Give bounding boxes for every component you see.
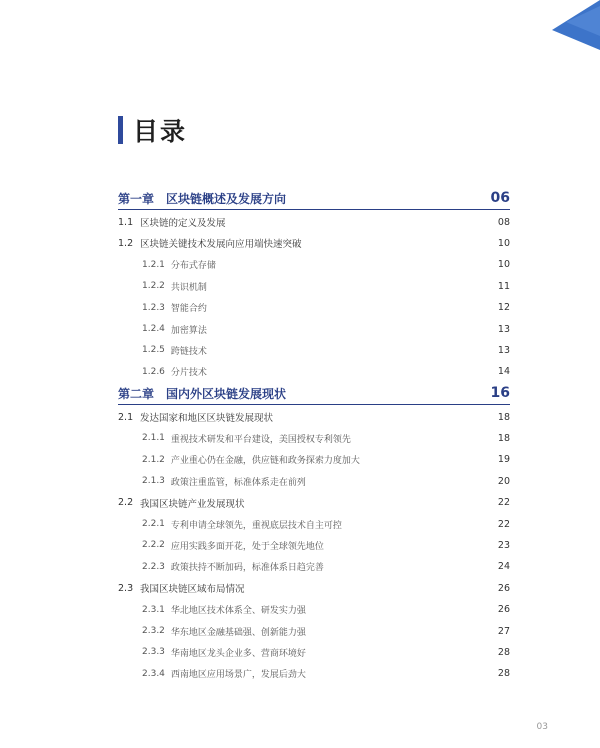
entry-page: 10: [497, 237, 510, 249]
entry-title: 专利申请全球领先，重视底层技术自主可控: [170, 520, 342, 531]
entry-page: 12: [497, 302, 510, 314]
entry-title: 应用实践多面开花，处于全球领先地位: [170, 541, 324, 552]
entry-title: 重视技术研发和平台建设，美国授权专利领先: [170, 434, 351, 445]
toc-subsection-row[interactable]: [142, 255, 510, 275]
entry-number: 2.1.1: [142, 433, 165, 444]
entry-title: 我国区块链区域布局情况: [140, 584, 245, 596]
toc-chapter-row[interactable]: [118, 188, 510, 208]
entry-page: 28: [497, 668, 510, 680]
toc-subsection-row[interactable]: [142, 664, 510, 684]
chapter-title: 区块链概述及发展方向: [166, 191, 287, 206]
toc-subsection-row[interactable]: [142, 600, 510, 620]
entry-title: 区块链的定义及发展: [140, 218, 226, 229]
entry-title: 政策注重监管，标准体系走在前列: [170, 477, 306, 488]
entry-number: 1.2.3: [142, 302, 165, 313]
page-number: 03: [536, 722, 548, 732]
toc-subsection-row[interactable]: [142, 362, 510, 382]
entry-page: 28: [497, 646, 510, 658]
entry-number: 2.3.3: [142, 647, 165, 658]
entry-page: 13: [497, 344, 510, 356]
toc-subsection-row[interactable]: [142, 428, 510, 448]
chapter-number: 第二章: [118, 386, 155, 401]
entry-page: 26: [497, 604, 510, 616]
entry-page: 22: [497, 518, 510, 530]
entry-page: 26: [497, 582, 510, 594]
entry-number: 2.2.3: [142, 561, 165, 572]
entry-page: 20: [497, 475, 510, 487]
entry-number: 2.1: [118, 411, 134, 423]
entry-number: 2.2.2: [142, 540, 165, 551]
entry-number: 2.3: [118, 582, 134, 594]
chapter-divider: [118, 404, 510, 405]
entry-page: 22: [497, 497, 510, 509]
entry-title: 产业重心仍在金融，供应链和政务探索力度加大: [170, 456, 360, 467]
entry-page: 23: [497, 539, 510, 551]
entry-title: 华北地区技术体系全、研发实力强: [170, 606, 306, 617]
chapter-number: 第一章: [118, 191, 155, 206]
entry-title: 共识机制: [170, 282, 207, 293]
toc-subsection-row[interactable]: [142, 298, 510, 318]
entry-title: 区块链关键技术发展向应用端快速突破: [140, 239, 302, 251]
entry-title: 智能合约: [170, 304, 207, 315]
toc-section-row[interactable]: [118, 493, 510, 513]
toc-subsection-row[interactable]: [142, 557, 510, 577]
entry-title: 跨链技术: [170, 346, 207, 357]
entry-page: 11: [497, 280, 510, 292]
toc-section-row[interactable]: [118, 407, 510, 427]
chapter-divider: [118, 209, 510, 210]
entry-number: 1.2.2: [142, 281, 165, 292]
entry-number: 1.2.5: [142, 345, 165, 356]
chapter-page: 06: [490, 190, 510, 206]
entry-page: 13: [497, 323, 510, 335]
entry-page: 18: [497, 411, 510, 423]
entry-title: 发达国家和地区区块链发展现状: [140, 413, 274, 424]
toc-section-row[interactable]: [118, 212, 510, 232]
entry-title: 我国区块链产业发展现状: [140, 498, 245, 510]
toc-subsection-row[interactable]: [142, 514, 510, 534]
chapter-title: 国内外区块链发展现状: [166, 386, 287, 401]
entry-title: 分布式存储: [170, 261, 216, 272]
entry-title: 分片技术: [170, 368, 207, 379]
entry-number: 2.3.2: [142, 626, 165, 636]
toc-subsection-row[interactable]: [142, 535, 510, 555]
entry-number: 1.2.6: [142, 366, 165, 377]
toc-subsection-row[interactable]: [142, 621, 510, 641]
entry-number: 1.1: [118, 216, 134, 228]
entry-number: 1.2: [118, 237, 134, 249]
toc-subsection-row[interactable]: [142, 450, 510, 470]
toc-subsection-row[interactable]: [142, 276, 510, 296]
entry-page: 08: [497, 216, 510, 228]
entry-title: 华东地区金融基础强、创新能力强: [170, 627, 306, 638]
entry-number: 2.3.1: [142, 604, 165, 615]
entry-number: 2.3.4: [142, 668, 165, 679]
page-title: 目录: [133, 117, 188, 146]
entry-number: 1.2.4: [142, 324, 165, 334]
entry-number: 1.2.1: [142, 259, 165, 270]
entry-page: 27: [497, 625, 510, 637]
entry-title: 西南地区应用场景广，发展后劲大: [170, 670, 306, 681]
toc-subsection-row[interactable]: [142, 340, 510, 360]
entry-title: 政策扶持不断加码，标准体系日趋完善: [170, 563, 324, 574]
entry-page: 10: [497, 259, 510, 271]
entry-page: 19: [497, 454, 510, 466]
toc-subsection-row[interactable]: [142, 642, 510, 662]
entry-page: 24: [497, 561, 510, 573]
entry-title: 加密算法: [170, 325, 207, 336]
entry-number: 2.1.2: [142, 454, 165, 465]
toc-section-row[interactable]: [118, 578, 510, 598]
entry-title: 华南地区龙头企业多、营商环境好: [170, 648, 306, 659]
chapter-page: 16: [490, 385, 510, 401]
toc-subsection-row[interactable]: [142, 471, 510, 491]
entry-page: 14: [497, 366, 510, 378]
toc-subsection-row[interactable]: [142, 319, 510, 339]
entry-number: 2.1.3: [142, 476, 165, 487]
toc-chapter-row[interactable]: [118, 383, 510, 403]
entry-number: 2.2.1: [142, 519, 165, 529]
toc-section-row[interactable]: [118, 233, 510, 253]
entry-number: 2.2: [118, 497, 134, 509]
entry-page: 18: [497, 432, 510, 444]
